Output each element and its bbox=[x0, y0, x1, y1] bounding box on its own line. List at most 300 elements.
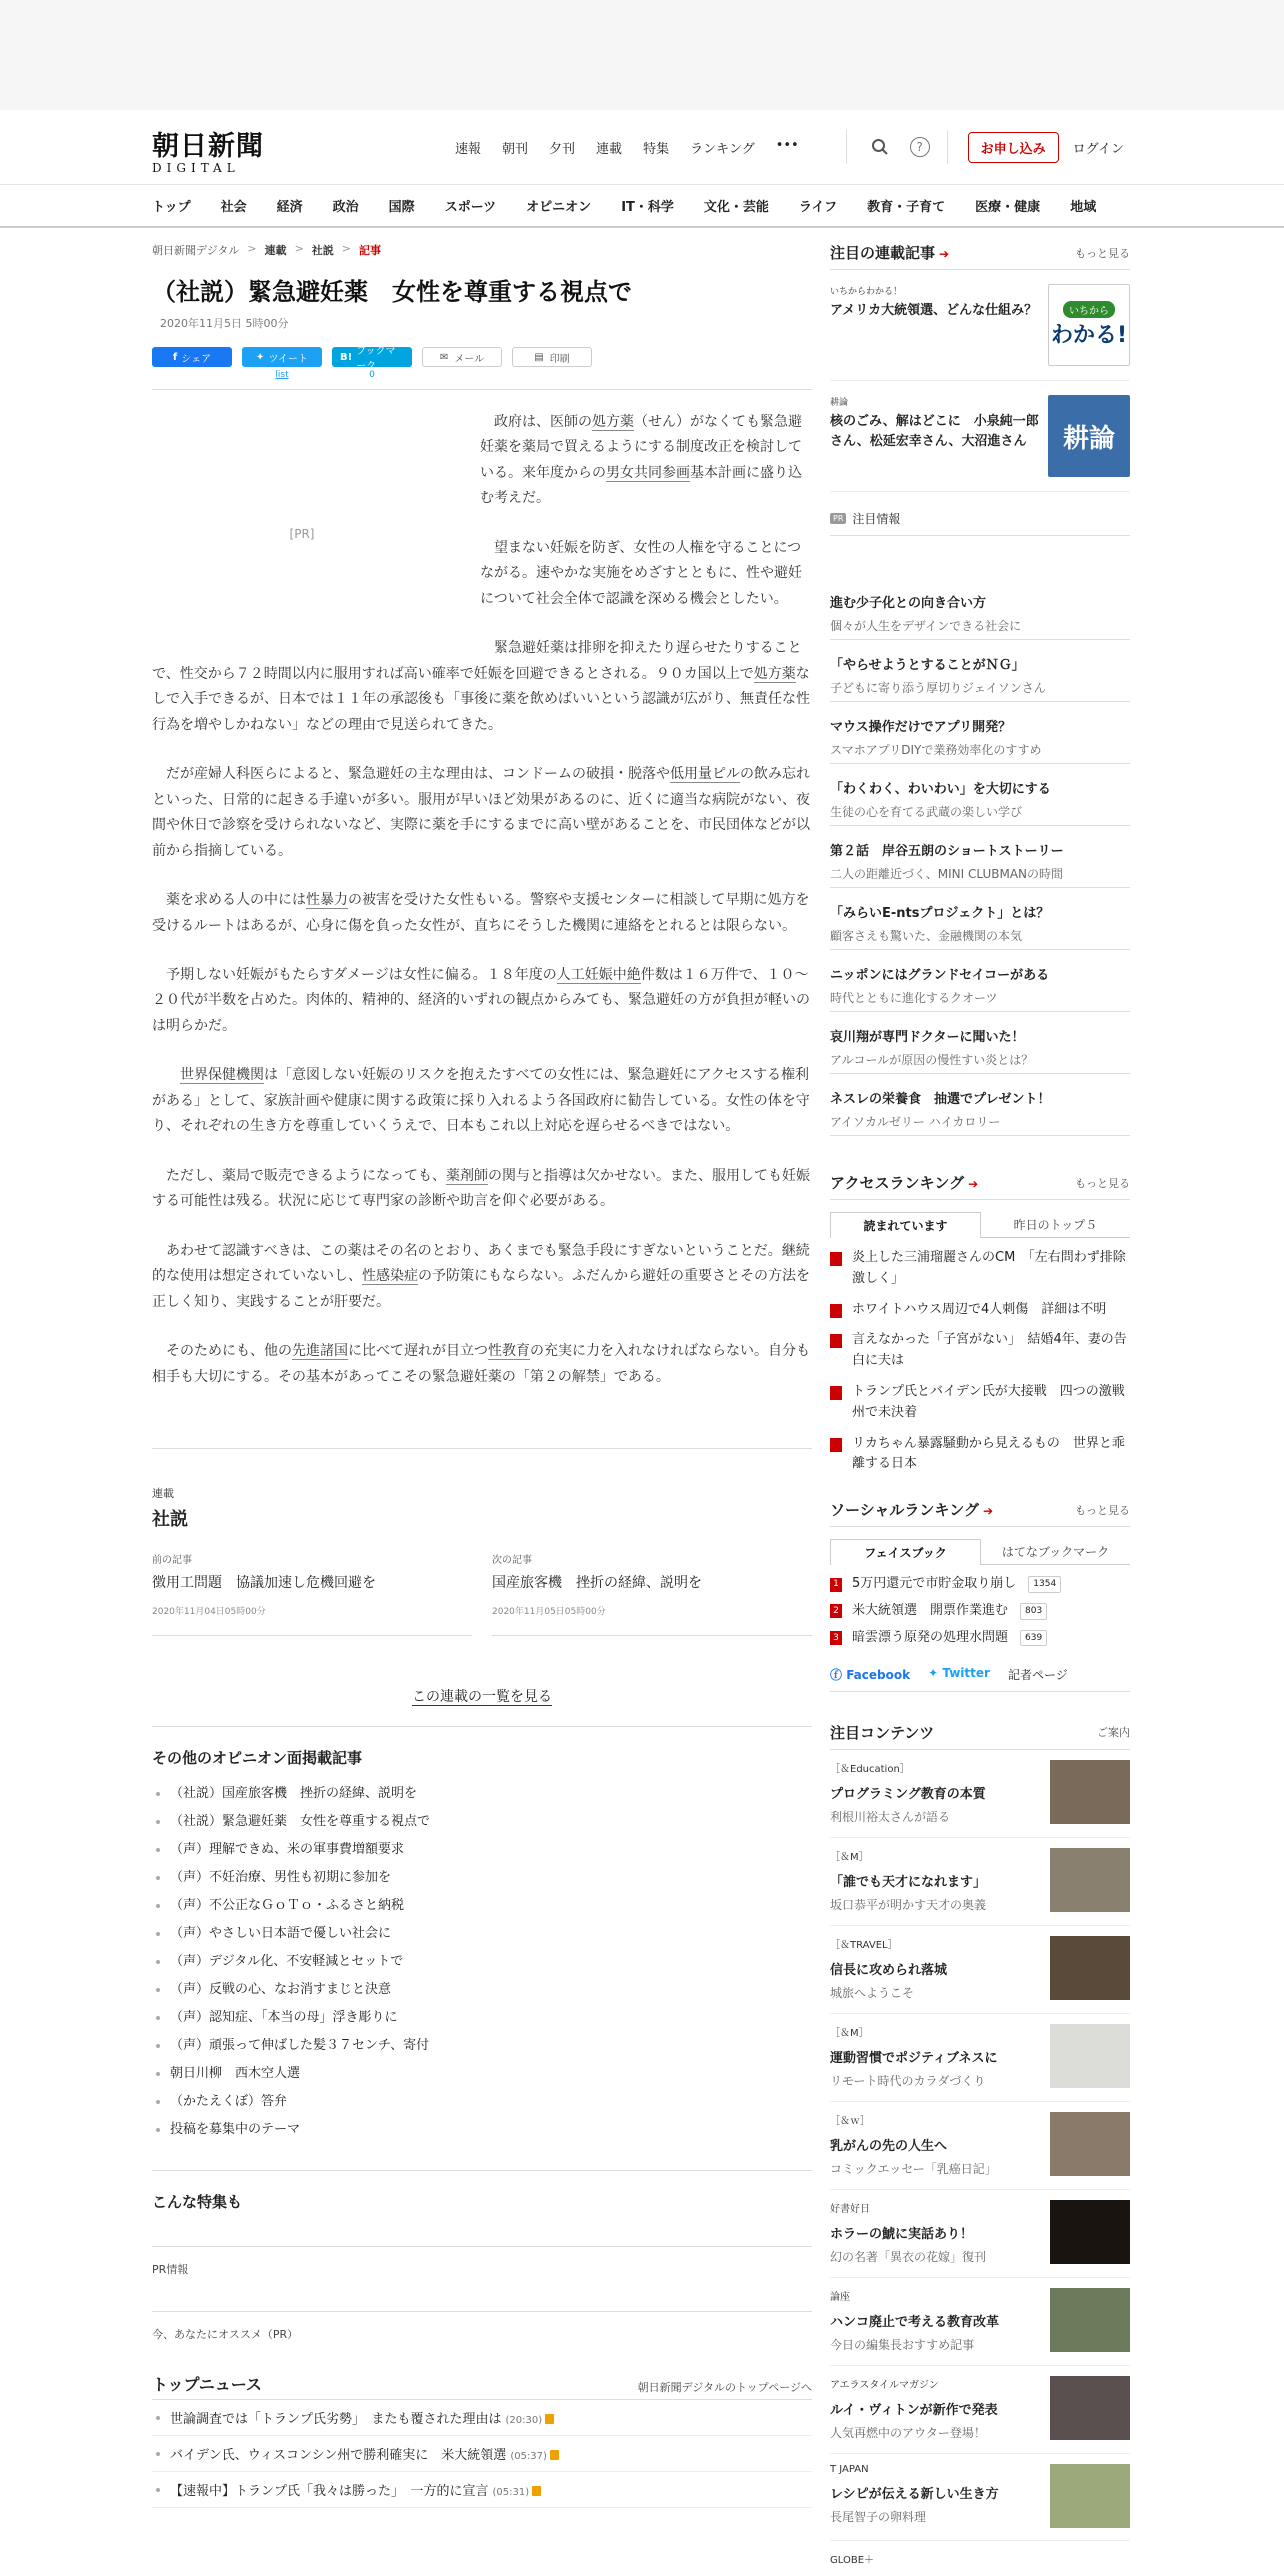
cat-sports[interactable]: スポーツ bbox=[444, 200, 497, 215]
nav-sokuho[interactable]: 速報 bbox=[455, 142, 482, 157]
top-news-list bbox=[152, 2400, 812, 2508]
ranking-item[interactable] bbox=[830, 1296, 1130, 1327]
pr-item-sub: アルコールが原因の慢性すい炎とは？ bbox=[830, 1053, 1034, 1067]
featured-item[interactable] bbox=[830, 2190, 1130, 2278]
facebook-link[interactable] bbox=[830, 1666, 910, 1683]
nav-rensai[interactable]: 連載 bbox=[596, 142, 623, 157]
twitter-link-label: Twitter bbox=[942, 1665, 990, 1680]
social-ranking-text: 5万円還元で市貯金取り崩し bbox=[852, 1576, 1017, 1592]
featured-category: アエラスタイルマガジン bbox=[830, 2379, 939, 2391]
keyword-link[interactable]: 処方薬 bbox=[592, 414, 634, 430]
featured-photo bbox=[1050, 2288, 1130, 2352]
cat-politics[interactable]: 政治 bbox=[332, 200, 359, 215]
top-news-time: (05:37) bbox=[510, 2451, 547, 2463]
arrow-right-icon: ➔ bbox=[939, 247, 950, 261]
keyword-link[interactable]: 性教育 bbox=[488, 1343, 530, 1360]
mail-button[interactable] bbox=[422, 347, 502, 367]
share-count: 1354 bbox=[1028, 1576, 1061, 1592]
lock-icon bbox=[532, 2486, 541, 2496]
featured-sub: コミックエッセー「乳癌日記」 bbox=[830, 2161, 997, 2176]
pr-item-sub: 子どもに寄り添う厚切りジェイソンさん bbox=[830, 681, 1046, 695]
nav-ranking[interactable]: ランキング bbox=[690, 142, 755, 157]
other-opinion-item[interactable]: （声）不公正なＧｏＴｏ・ふるさと納税 bbox=[152, 1892, 812, 1920]
featured-text bbox=[830, 2200, 986, 2265]
pr-item-title: マウス操作だけでアプリ開発？ bbox=[830, 720, 1012, 735]
twitter-count[interactable]: list bbox=[275, 370, 289, 380]
pr-list bbox=[830, 578, 1130, 1136]
featured-text bbox=[830, 2112, 997, 2177]
featured-text bbox=[830, 2376, 998, 2441]
nav-yuukan[interactable]: 夕刊 bbox=[549, 142, 576, 157]
series-label: 連載 bbox=[152, 1487, 174, 1501]
divider bbox=[152, 1448, 812, 1449]
other-opinion-item[interactable]: （声）やさしい日本語で優しい社会に bbox=[152, 1920, 812, 1948]
paragraph-text: 件数は１６万件で、１０～２０代が半数を占めた。肉体的、精神的、経済的いずれの観点からみても、緊急避妊の方が負担が軽いのは明らかだ。 bbox=[152, 966, 810, 1034]
twitter-share-button[interactable] bbox=[242, 347, 322, 380]
picks-more-link[interactable]: もっと見る bbox=[1075, 246, 1130, 260]
nav-choukan[interactable]: 朝刊 bbox=[502, 142, 529, 157]
featured-text bbox=[830, 1936, 947, 2001]
help-glyph: ? bbox=[910, 137, 930, 157]
cat-culture[interactable]: 文化・芸能 bbox=[703, 200, 769, 215]
article-date: 2020年11月5日 5時00分 bbox=[160, 317, 289, 330]
tab-most-read[interactable]: 読まれています bbox=[830, 1212, 981, 1238]
crumb-home[interactable]: 朝日新聞デジタル bbox=[152, 244, 240, 257]
other-opinion-item[interactable]: （声）反戦の心、なお消すまじと決意 bbox=[152, 1976, 812, 2004]
featured-item[interactable] bbox=[830, 2102, 1130, 2190]
featured-title: プログラミング教育の本質 bbox=[830, 1786, 986, 1802]
rank-marker-icon bbox=[830, 1334, 842, 1348]
rank-marker-icon bbox=[830, 1304, 842, 1318]
cat-education[interactable]: 教育・子育て bbox=[867, 200, 946, 215]
nav-more-icon[interactable]: ••• bbox=[775, 138, 799, 153]
twitter-link[interactable] bbox=[928, 1666, 990, 1683]
featured-sub: 人気再燃中のアウター登場！ bbox=[830, 2425, 986, 2440]
header-tools bbox=[846, 130, 1124, 164]
featured-title: ハンコ廃止で考える教育改革 bbox=[830, 2314, 1000, 2330]
paragraph-text: （せん）がなくても緊急避妊薬を薬局で買えるようにする制度改正を検討している。来年度からの bbox=[480, 414, 802, 481]
pr-item[interactable] bbox=[830, 888, 1130, 950]
pick-title: 核のごみ、解はどこに 小泉純一郎さん、松延宏幸さん、大沼進さん bbox=[830, 414, 1039, 449]
paragraph-text bbox=[166, 1067, 180, 1083]
paragraph-text: そのためにも、他の bbox=[166, 1343, 292, 1360]
cat-local[interactable]: 地域 bbox=[1070, 200, 1097, 215]
cat-opinion[interactable]: オピニオン bbox=[526, 200, 592, 215]
hatena-icon: B! bbox=[340, 351, 353, 363]
featured-sub: 利根川裕太さんが語る bbox=[830, 1809, 951, 1824]
ranking-item[interactable] bbox=[830, 1326, 1130, 1378]
divider bbox=[152, 389, 812, 390]
other-opinion-item[interactable]: （声）認知症、「本当の母」浮き彫りに bbox=[152, 2004, 812, 2032]
top-news-title: トップニュース bbox=[152, 2375, 262, 2395]
featured-item[interactable] bbox=[830, 1750, 1130, 1838]
other-opinion-item[interactable]: 投稿を募集中のテーマ bbox=[152, 2116, 812, 2144]
paragraph-text: の予防策にもならない。ふだんから避妊の重要さとその方法を正しく知り、実践することが肝要だ。 bbox=[152, 1268, 810, 1310]
ad-slot[interactable] bbox=[152, 410, 452, 660]
logo-main: 朝日新聞 bbox=[152, 131, 264, 162]
divider bbox=[152, 1726, 812, 1727]
paragraph-text: に比べて遅れが目立つ bbox=[348, 1343, 488, 1360]
prev-title: 徴用工問題 協議加速し危機回避を bbox=[152, 1575, 376, 1592]
keyword-link[interactable]: 男女共同参画 bbox=[606, 464, 690, 481]
article-paragraph bbox=[152, 1239, 812, 1315]
featured-text bbox=[830, 2464, 999, 2528]
pr-badge: PR bbox=[830, 513, 846, 524]
article-paragraph bbox=[152, 1164, 812, 1215]
cat-life[interactable]: ライフ bbox=[798, 200, 838, 215]
kouron-thumb: 耕論 bbox=[1048, 395, 1130, 477]
featured-title: ルイ・ヴィトンが新作で発表 bbox=[830, 2402, 998, 2418]
rank-number: 2 bbox=[830, 1604, 842, 1618]
crumb-sep: > bbox=[247, 242, 257, 255]
social-ranking-text: 米大統領選 開票作業進む bbox=[852, 1602, 1009, 1618]
other-opinion-item[interactable]: （かたえくぼ）答弁 bbox=[152, 2088, 812, 2116]
lock-icon bbox=[545, 2414, 554, 2424]
social-ranking-item[interactable] bbox=[830, 1625, 1130, 1652]
paragraph-text: の飲み忘れといった、日常的に起きる手違いが多い。服用が早いほど効果があるのに、近くに適当な病院がない、夜間や休日で診察を受けられないなど、実際に薬を手にするまでに高い壁があることを、市民団体などが以前から指摘している。 bbox=[152, 766, 810, 859]
paragraph-text: は「意図しない妊娠のリスクを抱えたすべての女性には、緊急避妊にアクセスする権利がある」として、家族計画や健康に関する政策に採り入れるよう各国政府に勧告している。女性の体を守り、それぞれの生き方を尊重していくうえで、日本もこれ以上対応を遅らせるべきではない。 bbox=[152, 1067, 810, 1135]
rank-marker-icon bbox=[830, 1252, 842, 1266]
pr-item[interactable] bbox=[830, 950, 1130, 1012]
top-news-text: バイデン氏、ウィスコンシン州で勝利確実に 米大統領選 bbox=[170, 2448, 507, 2464]
access-ranking-list bbox=[830, 1244, 1130, 1481]
share-count: 803 bbox=[1020, 1603, 1047, 1619]
pr-item[interactable] bbox=[830, 1074, 1130, 1136]
facebook-share-button[interactable] bbox=[152, 347, 232, 367]
article-paragraph bbox=[152, 1339, 812, 1390]
keyword-link[interactable]: 処方薬 bbox=[753, 665, 796, 682]
facebook-icon: ⓕ bbox=[830, 1667, 847, 1682]
featured-item[interactable] bbox=[830, 2014, 1130, 2102]
keyword-link[interactable]: 薬剤師 bbox=[446, 1167, 488, 1184]
keyword-link[interactable]: 性暴力 bbox=[306, 892, 348, 909]
featured-item[interactable] bbox=[830, 1926, 1130, 2014]
featured-title: ホラーの鯱に実話あり！ bbox=[830, 2226, 974, 2242]
prev-article[interactable] bbox=[152, 1551, 472, 1636]
keyword-link[interactable]: 低用量ピル bbox=[670, 766, 740, 783]
subscribe-button[interactable]: お申し込み bbox=[968, 132, 1059, 163]
featured-photo bbox=[1050, 2112, 1130, 2176]
hatena-bookmark-button[interactable] bbox=[332, 346, 412, 380]
cat-economy[interactable]: 経済 bbox=[276, 200, 303, 215]
twitter-bird-icon: ✦ bbox=[256, 351, 265, 363]
rank-marker-icon bbox=[830, 1438, 842, 1452]
pr-item-sub: スマホアプリDIYで業務効率化のすすめ bbox=[830, 743, 1042, 757]
featured-photo bbox=[1050, 1936, 1130, 2000]
other-opinion-title: その他のオピニオン面掲載記事 bbox=[152, 1749, 363, 1768]
featured-text bbox=[830, 1760, 986, 1825]
pr-item[interactable] bbox=[830, 1012, 1130, 1074]
rank-number: 1 bbox=[830, 1578, 842, 1592]
other-opinion-item[interactable]: （声）デジタル化、不安軽減とセットで bbox=[152, 1948, 812, 1976]
top-news bbox=[152, 2372, 812, 2508]
other-opinion-item[interactable]: （声）理解できぬ、米の軍事費増額要求 bbox=[152, 1836, 812, 1864]
pr-item-title: 「みらいE-ntsプロジェクト」とは？ bbox=[830, 906, 1050, 921]
keyword-link[interactable]: 世界保健機関 bbox=[180, 1067, 264, 1084]
featured-photo bbox=[1050, 2024, 1130, 2088]
top-news-item[interactable] bbox=[152, 2400, 812, 2436]
cat-health[interactable]: 医療・健康 bbox=[975, 200, 1041, 215]
nav-tokushu[interactable]: 特集 bbox=[643, 142, 670, 157]
prev-next bbox=[152, 1551, 812, 1636]
print-button[interactable] bbox=[512, 347, 592, 367]
article-paragraph bbox=[152, 963, 812, 1039]
top-news-text: 【速報中】トランプ氏「我々は勝った」 一方的に宣言 bbox=[170, 2484, 489, 2500]
ranking-text: ホワイトハウス周辺で4人刺傷 詳細は不明 bbox=[852, 1301, 1107, 1317]
login-link[interactable]: ログイン bbox=[1072, 141, 1124, 157]
featured-text bbox=[830, 2024, 997, 2089]
next-article[interactable] bbox=[492, 1551, 812, 1636]
article-paragraph bbox=[152, 762, 812, 864]
paragraph-text: 薬を求める人の中には bbox=[166, 892, 306, 909]
prev-date: 2020年11月04日05時00分 bbox=[152, 1607, 266, 1618]
print-label: 印刷 bbox=[549, 353, 570, 365]
ranking-text: 言えなかった「子宮がない」 結婚4年、妻の告白に夫は bbox=[852, 1332, 1127, 1369]
featured-item[interactable] bbox=[830, 2278, 1130, 2366]
wakaru-word: わかる! bbox=[1050, 323, 1128, 348]
tab-yesterday-top5[interactable]: 昨日のトップ５ bbox=[981, 1212, 1130, 1238]
next-title: 国産旅客機 挫折の経緯、説明を bbox=[492, 1575, 702, 1592]
featured-photo bbox=[1050, 2376, 1130, 2440]
featured-title: 運動習慣でポジティブネスに bbox=[830, 2050, 998, 2066]
crumb-sep: > bbox=[294, 242, 304, 255]
pr-item[interactable] bbox=[830, 702, 1130, 764]
paragraph-text: 基本計画に盛り込む考えだ。 bbox=[480, 464, 802, 507]
hatena-label: ブックマーク bbox=[356, 346, 396, 372]
social-ranking-header bbox=[830, 1499, 1130, 1527]
pr-item-title: 哀川翔が専門ドクターに聞いた！ bbox=[830, 1030, 1025, 1045]
main-column bbox=[152, 242, 812, 2508]
ranking-text: リカちゃん暴露騒動から見えるもの 世界と乖離する日本 bbox=[852, 1435, 1125, 1472]
other-opinion-item[interactable]: （声）不妊治療、男性も初期に参加を bbox=[152, 1864, 812, 1892]
pick-title: アメリカ大統領選、どんな仕組み？ bbox=[830, 303, 1038, 318]
wakaru-badge: いちから bbox=[1063, 301, 1115, 318]
keyword-link[interactable]: 性感染症 bbox=[362, 1268, 418, 1285]
divider bbox=[152, 2170, 812, 2171]
featured-sub: 今日の編集長おすすめ記事 bbox=[830, 2337, 975, 2352]
share-bar bbox=[152, 346, 812, 380]
pr-item[interactable] bbox=[830, 578, 1130, 640]
pr-item[interactable] bbox=[830, 826, 1130, 888]
featured-title: 信長に攻められ落城 bbox=[830, 1962, 948, 1978]
paragraph-text: ただし、薬局で販売できるようになっても、 bbox=[166, 1167, 446, 1184]
access-tabs bbox=[830, 1212, 1130, 1238]
paragraph-text: の充実に力を入れなければならない。自分も相手も大切にする。その基本があってこその緊急避妊薬の「第２の解禁」である。 bbox=[152, 1343, 810, 1385]
logo-sub: DIGITAL bbox=[152, 161, 240, 175]
social-tabs bbox=[830, 1539, 1130, 1565]
featured-photo bbox=[1050, 2551, 1130, 2568]
facebook-link-label: Facebook bbox=[846, 1667, 911, 1682]
next-label: 次の記事 bbox=[492, 1555, 532, 1567]
top-band bbox=[0, 0, 1284, 110]
cat-it-science[interactable]: IT・科学 bbox=[621, 200, 674, 215]
access-ranking-header bbox=[830, 1172, 1130, 1200]
other-opinion-item[interactable]: （声）頑張って伸ばした髪３７センチ、寄付 bbox=[152, 2032, 812, 2060]
featured-sub: 長尾智子の卵料理 bbox=[830, 2509, 927, 2524]
series-box bbox=[152, 1485, 812, 1706]
tab-facebook[interactable]: フェイスブック bbox=[830, 1539, 981, 1565]
paragraph-text: 政府は、医師の bbox=[494, 414, 592, 430]
keyword-link[interactable]: 人工妊娠中絶 bbox=[556, 966, 641, 983]
tab-hatena[interactable]: はてなブックマーク bbox=[981, 1539, 1130, 1565]
social-ranking-item[interactable] bbox=[830, 1571, 1130, 1598]
pr-item-sub: 二人の距離近づく、MINI CLUBMANの時間 bbox=[830, 867, 1064, 881]
help-icon[interactable] bbox=[907, 134, 933, 160]
social-ranking-item[interactable] bbox=[830, 1598, 1130, 1625]
featured-sub: 城旅へようこそ bbox=[830, 1985, 915, 2000]
next-date: 2020年11月05日05時00分 bbox=[492, 1607, 606, 1618]
facebook-icon: f bbox=[172, 351, 178, 363]
top-news-text: 世論調査では「トランプ氏劣勢」 またも覆された理由は bbox=[170, 2412, 502, 2428]
ranking-text: 炎上した三浦瑠麗さんのCM 「左右問わず排除激しく」 bbox=[852, 1250, 1126, 1286]
ranking-item[interactable] bbox=[830, 1378, 1130, 1430]
ranking-item[interactable] bbox=[830, 1244, 1130, 1296]
pr-item-sub: 個々が人生をデザインできる社会に bbox=[830, 619, 1022, 633]
top-news-time: (20:30) bbox=[505, 2415, 543, 2427]
top-news-time: (05:31) bbox=[492, 2487, 530, 2499]
pr-item-sub: 時代とともに進化するクオーツ bbox=[830, 991, 998, 1005]
top-news-header bbox=[152, 2372, 812, 2400]
featured-category: ［＆TRAVEL］ bbox=[830, 1939, 898, 1951]
mail-icon: ✉ bbox=[439, 351, 449, 363]
featured-sub: リモート時代のカラダづくり bbox=[830, 2073, 986, 2088]
featured-list bbox=[830, 1750, 1130, 2568]
featured-photo bbox=[1050, 2464, 1130, 2528]
divider bbox=[846, 130, 847, 164]
recommend-pr: 今、あなたにオススメ（PR） bbox=[152, 2311, 812, 2356]
other-opinion-item[interactable]: （社説）緊急避妊薬 女性を尊重する視点で bbox=[152, 1808, 812, 1836]
other-opinion-item[interactable]: 朝日川柳 西木空人選 bbox=[152, 2060, 812, 2088]
pick-tag: 耕論 bbox=[830, 398, 849, 408]
wakaru-logo-thumb bbox=[1048, 284, 1130, 366]
ranking-text: トランプ氏とバイデン氏が大接戦 四つの激戦州で未決着 bbox=[852, 1383, 1125, 1420]
top-news-item[interactable] bbox=[152, 2436, 812, 2472]
paragraph-text: の関与と指導は欠かせない。また、服用しても妊娠する可能性は残る。状況に応じて専門家の診断や助言を仰ぐ必要がある。 bbox=[152, 1167, 810, 1210]
featured-category: GLOBE＋ bbox=[830, 2554, 875, 2566]
pr-item-title: 進む少子化との向き合い方 bbox=[830, 596, 987, 611]
pr-item-title: 「やらせようとすることがＮＧ」 bbox=[830, 658, 1025, 673]
featured-category: 好書好日 bbox=[830, 2203, 870, 2215]
cat-international[interactable]: 国際 bbox=[388, 200, 415, 215]
featured-item[interactable] bbox=[830, 2366, 1130, 2454]
featured-title: 乳がんの先の人生へ bbox=[830, 2138, 948, 2154]
facebook-share-label: シェア bbox=[181, 353, 212, 365]
social-ranking-title[interactable]: ソーシャルランキング bbox=[830, 1501, 979, 1520]
category-nav bbox=[0, 184, 1284, 228]
arrow-right-icon: ➔ bbox=[982, 1504, 994, 1519]
featured-item[interactable] bbox=[830, 2454, 1130, 2541]
cat-society[interactable]: 社会 bbox=[220, 200, 247, 215]
other-opinion-item[interactable]: （社説）国産旅客機 挫折の経緯、説明を bbox=[152, 1780, 812, 1808]
paragraph-text: だが産婦人科医らによると、緊急避妊の主な理由は、コンドームの破損・脱落や bbox=[166, 766, 670, 783]
featured-title: 注目コンテンツ bbox=[830, 1723, 935, 1742]
featured-more-link[interactable]: ご案内 bbox=[1097, 1726, 1130, 1740]
site-logo[interactable] bbox=[152, 124, 282, 175]
reporter-page-link[interactable]: 記者ページ bbox=[1007, 1667, 1068, 1682]
pick-item[interactable] bbox=[830, 381, 1130, 492]
pick-item[interactable] bbox=[830, 270, 1130, 381]
breadcrumb bbox=[152, 242, 812, 258]
crumb-rensai[interactable]: 連載 bbox=[264, 244, 287, 257]
other-opinion-section bbox=[152, 1747, 812, 2144]
series-list-label: この連載の一覧を見る bbox=[412, 1689, 552, 1706]
featured-header bbox=[830, 1722, 1130, 1750]
article-paragraph bbox=[152, 1063, 812, 1139]
featured-category: ［＆M］ bbox=[830, 2027, 869, 2039]
access-ranking-title[interactable]: アクセスランキング bbox=[830, 1174, 965, 1192]
social-ranking-list bbox=[830, 1571, 1130, 1651]
pr-item-sub: 生徒の心を育てる武蔵の楽しい学び bbox=[830, 805, 1023, 819]
share-count: 639 bbox=[1020, 1630, 1047, 1646]
ad-label: [PR] bbox=[289, 527, 315, 542]
keyword-link[interactable]: 先進諸国 bbox=[292, 1343, 348, 1360]
lock-icon bbox=[550, 2450, 559, 2460]
twitter-share-label: ツイート bbox=[268, 353, 308, 365]
access-more-link[interactable]: もっと見る bbox=[1075, 1176, 1130, 1190]
pick-tag: いちからわかる！ bbox=[830, 287, 903, 297]
ranking-item[interactable] bbox=[830, 1430, 1130, 1482]
sidebar bbox=[830, 242, 1130, 2568]
top-news-item[interactable] bbox=[152, 2472, 812, 2508]
series-list-link[interactable] bbox=[152, 1686, 812, 1706]
twitter-icon: ✦ bbox=[928, 1665, 943, 1680]
featured-category: 論座 bbox=[830, 2291, 850, 2303]
crumb-sep: > bbox=[341, 242, 351, 255]
top-nav bbox=[455, 138, 799, 157]
featured-text bbox=[830, 2551, 874, 2568]
pr-item[interactable] bbox=[830, 764, 1130, 826]
crumb-shasetsu[interactable]: 社説 bbox=[311, 244, 334, 257]
hatena-count[interactable]: 0 bbox=[369, 370, 375, 380]
paragraph-text: あわせて認識すべきは、この薬はその名のとおり、あくまでも緊急手段にすぎないということだ。継続的な使用は想定されていないし、 bbox=[152, 1242, 810, 1285]
pr-item-title: 「わくわく、わいわい」を大切にする bbox=[830, 782, 1051, 797]
featured-photo bbox=[1050, 1760, 1130, 1824]
featured-category: ［＆M］ bbox=[830, 1851, 869, 1863]
social-more-link[interactable]: もっと見る bbox=[1075, 1503, 1130, 1517]
featured-text bbox=[830, 1848, 986, 1913]
pr-item-title: 第２話 岸谷五朗のショートストーリー bbox=[830, 844, 1064, 859]
featured-title: 「誰でも天才になれます」 bbox=[830, 1874, 987, 1890]
featured-item[interactable] bbox=[830, 1838, 1130, 1926]
top-news-link[interactable]: 朝日新聞デジタルのトップページへ bbox=[637, 2381, 812, 2395]
picks-title[interactable]: 注目の連載記事 bbox=[830, 244, 936, 262]
featured-item[interactable] bbox=[830, 2541, 1130, 2568]
featured-photo bbox=[1050, 1848, 1130, 1912]
pr-item-title: ニッポンにはグランドセイコーがある bbox=[830, 968, 1050, 983]
rank-marker-icon bbox=[830, 1386, 842, 1400]
featured-title: レシピが伝える新しい生き方 bbox=[830, 2486, 999, 2502]
pr-item[interactable] bbox=[830, 640, 1130, 702]
other-opinion-list bbox=[152, 1780, 812, 2144]
divider bbox=[947, 130, 948, 164]
article-body bbox=[152, 410, 812, 1414]
featured-category: ［＆Education］ bbox=[830, 1763, 910, 1775]
crumb-current: 記事 bbox=[359, 244, 381, 257]
search-icon[interactable] bbox=[867, 134, 893, 160]
pr-item-sub: アイソカルゼリー ハイカロリー bbox=[830, 1115, 1001, 1129]
paragraph-text: 予期しない妊娠がもたらすダメージは女性に偏る。１８年度の bbox=[166, 966, 557, 983]
rank-number: 3 bbox=[830, 1631, 842, 1645]
paragraph-text: 望まない妊娠を防ぎ、女性の人権を守ることにつながる。速やかな実施をめざすとともに、性や避妊について社会全体で認識を深める機会としたい。 bbox=[480, 539, 802, 607]
pr-info: PR情報 bbox=[152, 2246, 812, 2291]
featured-text bbox=[830, 2288, 999, 2353]
pr-item-sub: 顧客さえも驚いた、金融機関の本気 bbox=[830, 929, 1023, 943]
pr-item-title: ネスレの栄養食 抽選でプレゼント！ bbox=[830, 1092, 1051, 1107]
pr-title: 注目情報 bbox=[852, 512, 901, 526]
series-name[interactable]: 社説 bbox=[152, 1509, 188, 1531]
article-paragraph bbox=[152, 888, 812, 939]
cat-top[interactable]: トップ bbox=[152, 200, 191, 215]
